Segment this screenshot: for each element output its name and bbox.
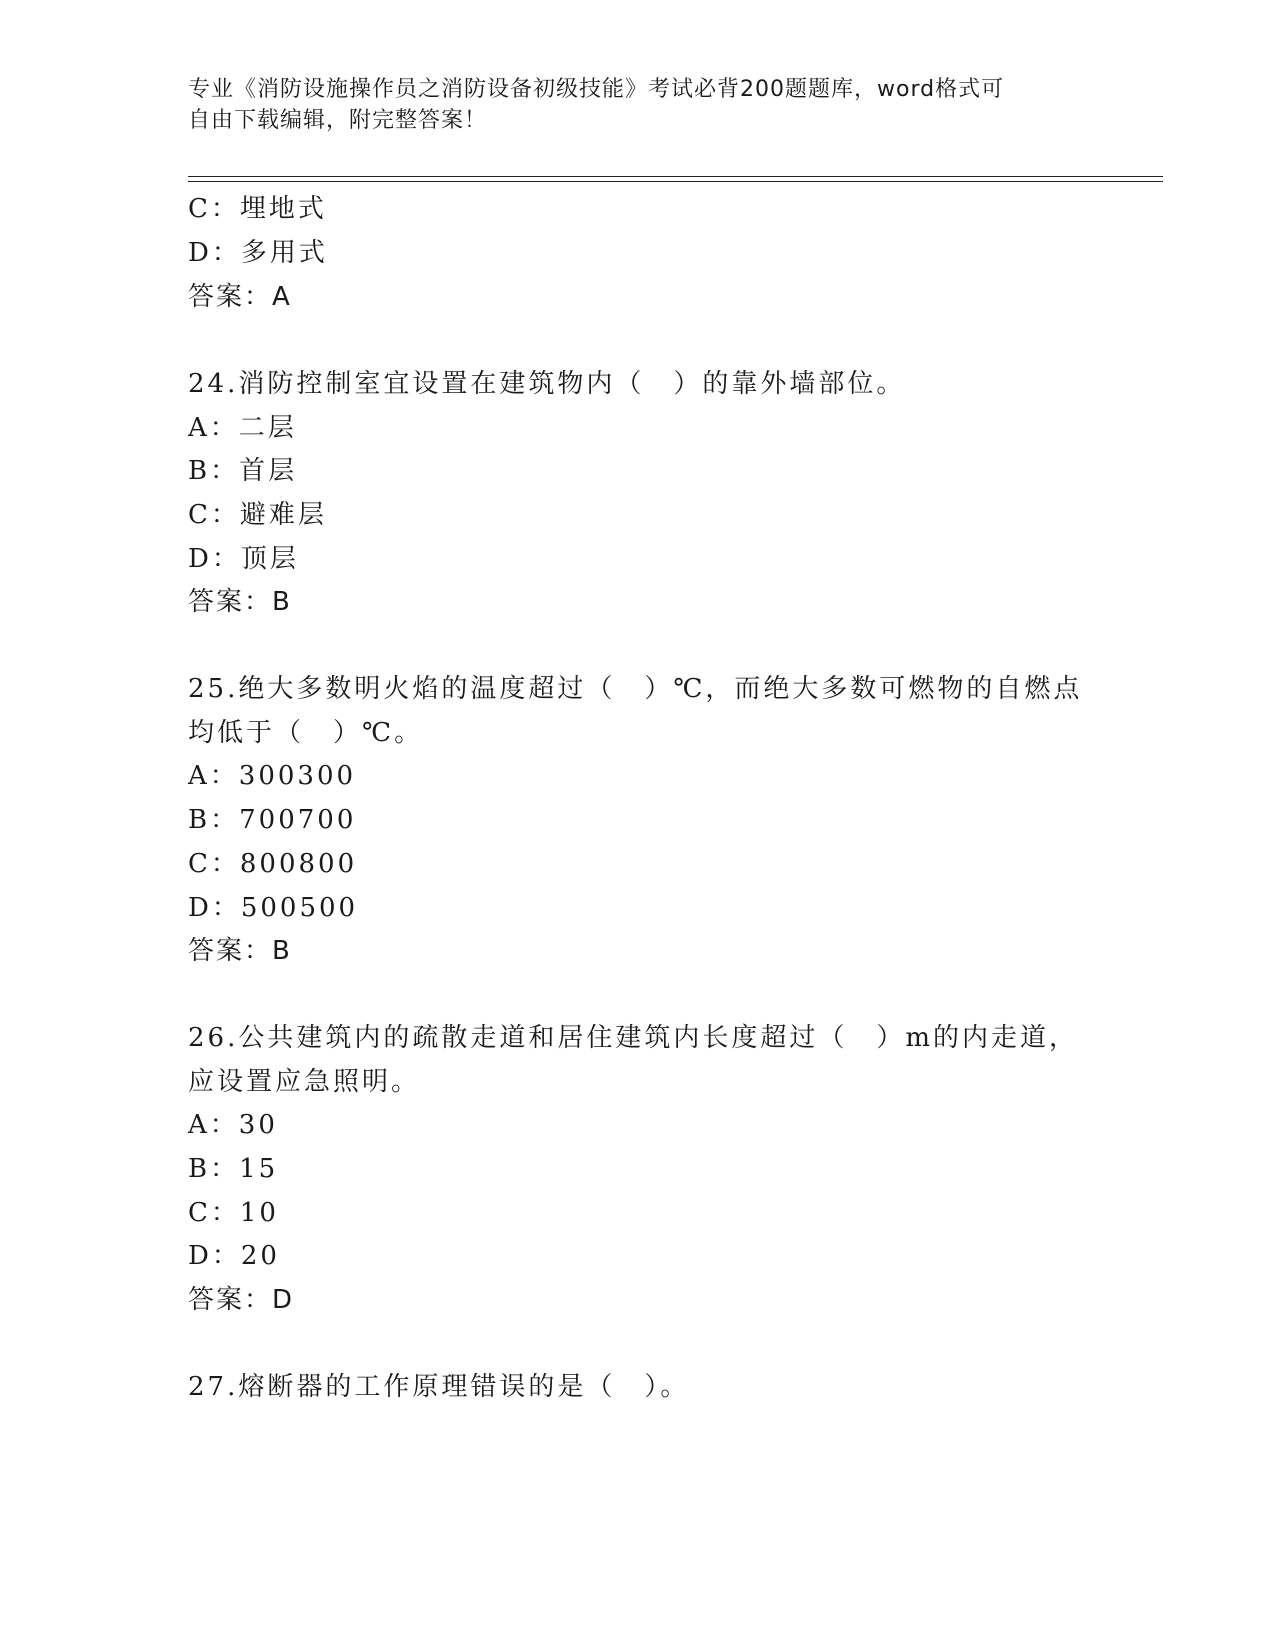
q26-option-c: C：10 (188, 1198, 279, 1228)
q26-option-a: A：30 (188, 1110, 278, 1140)
prev-answer: 答案：A (188, 282, 292, 312)
header-line-1: 专业《消防设施操作员之消防设备初级技能》考试必背200题题库，word格式可 (188, 77, 1005, 102)
q24-option-a: A：二层 (188, 413, 297, 443)
q25-answer: 答案：B (188, 936, 292, 966)
q24-answer: 答案：B (188, 587, 292, 617)
q24-option-d: D：顶层 (188, 544, 299, 574)
q24-stem: 24.消防控制室宜设置在建筑物内（ ）的靠外墙部位。 (188, 369, 906, 399)
q26-option-d: D：20 (188, 1241, 280, 1271)
q25-stem-line-1: 25.绝大多数明火焰的温度超过（ ）℃，而绝大多数可燃物的自燃点 (188, 674, 1083, 704)
q25-option-b: B：700700 (188, 805, 357, 835)
q26-option-b: B：15 (188, 1154, 279, 1184)
q27-stem: 27.熔断器的工作原理错误的是（ ）。 (188, 1372, 690, 1402)
q25-option-a: A：300300 (188, 761, 357, 791)
prev-option-d: D：多用式 (188, 238, 328, 268)
q25-option-c: C：800800 (188, 849, 358, 879)
q25-option-d: D：500500 (188, 893, 359, 923)
q26-stem-line-2: 应设置应急照明。 (188, 1067, 421, 1097)
header-line-2: 自由下载编辑，附完整答案！ (188, 108, 488, 133)
q24-option-c: C：避难层 (188, 500, 327, 530)
q26-stem-line-1: 26.公共建筑内的疏散走道和居住建筑内长度超过（ ）m的内走道， (188, 1023, 1079, 1053)
q25-stem-line-2: 均低于（ ）℃。 (188, 718, 424, 748)
document-header (188, 74, 1068, 136)
q24-option-b: B：首层 (188, 456, 298, 486)
q26-answer: 答案：D (188, 1285, 295, 1315)
prev-option-c: C：埋地式 (188, 194, 327, 224)
header-divider-bottom (188, 181, 1163, 182)
header-divider-top (188, 176, 1163, 177)
